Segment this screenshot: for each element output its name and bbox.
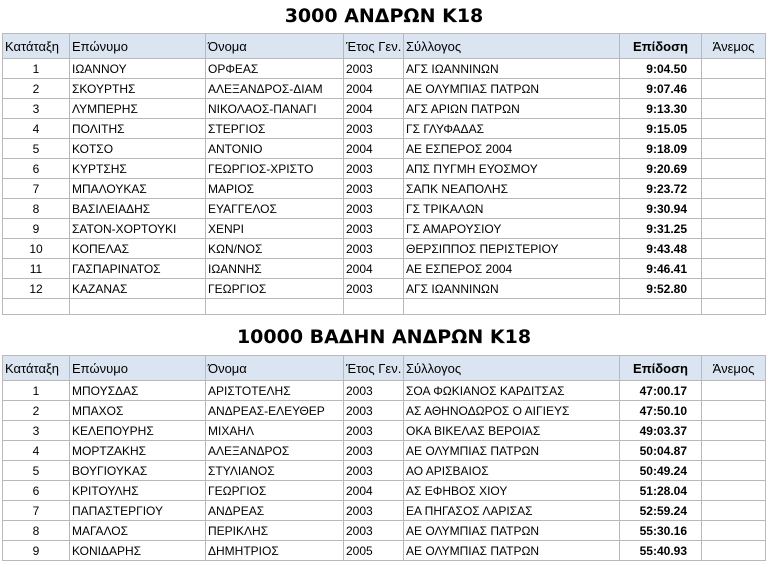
cell-wind <box>702 501 766 521</box>
table-row <box>3 199 766 219</box>
empty-cell <box>70 299 206 315</box>
cell-rank: 8 <box>3 521 70 541</box>
cell-surname: ΚΟΝΙΔΑΡΗΣ <box>70 541 206 561</box>
cell-wind <box>702 481 766 501</box>
cell-surname: ΣΑΤΟΝ-ΧΟΡΤΟΥΚΙ <box>70 219 206 239</box>
table-row <box>3 179 766 199</box>
cell-club: ΣΑΠΚ ΝΕΑΠΟΛΗΣ <box>404 179 620 199</box>
cell-performance: 51:28.04 <box>620 481 702 501</box>
cell-surname: ΚΡΙΤΟΥΛΗΣ <box>70 481 206 501</box>
cell-wind <box>702 541 766 561</box>
cell-birth-year: 2003 <box>344 179 404 199</box>
cell-club: ΑΕ ΟΛΥΜΠΙΑΣ ΠΑΤΡΩΝ <box>404 521 620 541</box>
results-table-10000m-walk <box>2 355 766 561</box>
cell-firstname: ΜΑΡΙΟΣ <box>206 179 344 199</box>
cell-birth-year: 2004 <box>344 259 404 279</box>
cell-rank: 6 <box>3 159 70 179</box>
cell-wind <box>702 219 766 239</box>
cell-surname: ΒΑΣΙΛΕΙΑΔΗΣ <box>70 199 206 219</box>
cell-rank: 2 <box>3 401 70 421</box>
cell-performance: 52:59.24 <box>620 501 702 521</box>
table-row <box>3 239 766 259</box>
cell-birth-year: 2003 <box>344 279 404 299</box>
cell-firstname: ΙΩΑΝΝΗΣ <box>206 259 344 279</box>
cell-club: ΑΠΣ ΠΥΓΜΗ ΕΥΟΣΜΟΥ <box>404 159 620 179</box>
cell-rank: 11 <box>3 259 70 279</box>
cell-surname: ΠΟΛΙΤΗΣ <box>70 119 206 139</box>
cell-performance: 9:23.72 <box>620 179 702 199</box>
cell-wind <box>702 421 766 441</box>
cell-rank: 9 <box>3 219 70 239</box>
cell-club: ΓΣ ΤΡΙΚΑΛΩΝ <box>404 199 620 219</box>
header-surname: Επώνυμο <box>70 34 206 59</box>
cell-birth-year: 2003 <box>344 381 404 401</box>
cell-surname: ΚΥΡΤΣΗΣ <box>70 159 206 179</box>
cell-wind <box>702 441 766 461</box>
empty-cell <box>620 299 702 315</box>
cell-firstname: ΑΛΕΞΑΝΔΡΟΣ <box>206 441 344 461</box>
cell-firstname: ΑΝΤΟΝΙΟ <box>206 139 344 159</box>
cell-surname: ΜΠΑΛΟΥΚΑΣ <box>70 179 206 199</box>
cell-firstname: ΚΩΝ/ΝΟΣ <box>206 239 344 259</box>
cell-firstname: ΕΥΑΓΓΕΛΟΣ <box>206 199 344 219</box>
cell-surname: ΠΑΠΑΣΤΕΡΓΙΟΥ <box>70 501 206 521</box>
empty-cell <box>404 299 620 315</box>
table-row <box>3 119 766 139</box>
empty-cell <box>206 299 344 315</box>
cell-performance: 49:03.37 <box>620 421 702 441</box>
table-row <box>3 421 766 441</box>
cell-birth-year: 2003 <box>344 401 404 421</box>
cell-club: ΑΣ ΑΘΗΝΟΔΩΡΟΣ Ο ΑΙΓΙΕΥΣ <box>404 401 620 421</box>
cell-birth-year: 2004 <box>344 139 404 159</box>
table-row <box>3 99 766 119</box>
cell-surname: ΚΟΠΕΛΑΣ <box>70 239 206 259</box>
cell-performance: 9:30.94 <box>620 199 702 219</box>
table-row <box>3 279 766 299</box>
header-performance: Επίδοση <box>620 34 702 59</box>
cell-birth-year: 2003 <box>344 219 404 239</box>
cell-club: ΑΓΣ ΑΡΙΩΝ ΠΑΤΡΩΝ <box>404 99 620 119</box>
cell-birth-year: 2003 <box>344 119 404 139</box>
cell-birth-year: 2003 <box>344 159 404 179</box>
cell-performance: 9:18.09 <box>620 139 702 159</box>
cell-firstname: ΣΤΕΡΓΙΟΣ <box>206 119 344 139</box>
header-firstname: Όνομα <box>206 34 344 59</box>
cell-firstname: ΣΤΥΛΙΑΝΟΣ <box>206 461 344 481</box>
cell-wind <box>702 259 766 279</box>
section-title-10000m-walk: 10000 ΒΑΔΗΝ ΑΝΔΡΩΝ Κ18 <box>236 326 532 348</box>
cell-birth-year: 2003 <box>344 441 404 461</box>
table-row <box>3 59 766 79</box>
cell-birth-year: 2004 <box>344 481 404 501</box>
cell-rank: 4 <box>3 441 70 461</box>
cell-club: ΓΣ ΓΛΥΦΑΔΑΣ <box>404 119 620 139</box>
header-row <box>3 34 766 59</box>
cell-birth-year: 2003 <box>344 521 404 541</box>
cell-performance: 9:46.41 <box>620 259 702 279</box>
cell-firstname: ΧΕΝΡΙ <box>206 219 344 239</box>
cell-performance: 9:43.48 <box>620 239 702 259</box>
cell-rank: 9 <box>3 541 70 561</box>
table-row <box>3 219 766 239</box>
cell-surname: ΚΕΛΕΠΟΥΡΗΣ <box>70 421 206 441</box>
cell-performance: 9:31.25 <box>620 219 702 239</box>
cell-performance: 50:49.24 <box>620 461 702 481</box>
empty-row <box>3 299 766 315</box>
cell-firstname: ΓΕΩΡΓΙΟΣ <box>206 481 344 501</box>
cell-club: ΑΕ ΕΣΠΕΡΟΣ 2004 <box>404 259 620 279</box>
cell-club: ΑΓΣ ΙΩΑΝΝΙΝΩΝ <box>404 59 620 79</box>
cell-firstname: ΑΡΙΣΤΟΤΕΛΗΣ <box>206 381 344 401</box>
cell-rank: 6 <box>3 481 70 501</box>
cell-rank: 7 <box>3 179 70 199</box>
cell-club: ΑΣ ΕΦΗΒΟΣ ΧΙΟΥ <box>404 481 620 501</box>
cell-performance: 9:52.80 <box>620 279 702 299</box>
cell-club: ΑΕ ΟΛΥΜΠΙΑΣ ΠΑΤΡΩΝ <box>404 79 620 99</box>
cell-surname: ΚΟΤΣΟ <box>70 139 206 159</box>
cell-performance: 55:40.93 <box>620 541 702 561</box>
cell-club: ΣΟΑ ΦΩΚΙΑΝΟΣ ΚΑΡΔΙΤΣΑΣ <box>404 381 620 401</box>
cell-rank: 12 <box>3 279 70 299</box>
cell-rank: 10 <box>3 239 70 259</box>
header-firstname: Όνομα <box>206 356 344 381</box>
cell-performance: 47:50.10 <box>620 401 702 421</box>
cell-performance: 9:15.05 <box>620 119 702 139</box>
cell-rank: 5 <box>3 461 70 481</box>
cell-birth-year: 2003 <box>344 199 404 219</box>
cell-rank: 2 <box>3 79 70 99</box>
cell-surname: ΓΑΣΠΑΡΙΝΑΤΟΣ <box>70 259 206 279</box>
header-row <box>3 356 766 381</box>
cell-wind <box>702 381 766 401</box>
cell-wind <box>702 521 766 541</box>
cell-firstname: ΔΗΜΗΤΡΙΟΣ <box>206 541 344 561</box>
cell-performance: 50:04.87 <box>620 441 702 461</box>
cell-surname: ΒΟΥΓΙΟΥΚΑΣ <box>70 461 206 481</box>
empty-cell <box>344 299 404 315</box>
table-row <box>3 401 766 421</box>
cell-firstname: ΟΡΦΕΑΣ <box>206 59 344 79</box>
cell-firstname: ΝΙΚΟΛΑΟΣ-ΠΑΝΑΓΙ <box>206 99 344 119</box>
header-club: Σύλλογος <box>404 356 620 381</box>
header-birth-year: Έτος Γεν. <box>344 34 404 59</box>
cell-surname: ΜΠΟΥΣΔΑΣ <box>70 381 206 401</box>
table-row <box>3 481 766 501</box>
cell-club: ΑΟ ΑΡΙΣΒΑΙΟΣ <box>404 461 620 481</box>
cell-firstname: ΜΙΧΑΗΛ <box>206 421 344 441</box>
cell-firstname: ΑΛΕΞΑΝΔΡΟΣ-ΔΙΑΜ <box>206 79 344 99</box>
cell-birth-year: 2003 <box>344 421 404 441</box>
cell-birth-year: 2003 <box>344 59 404 79</box>
cell-surname: ΜΟΡΤΖΑΚΗΣ <box>70 441 206 461</box>
cell-club: ΘΕΡΣΙΠΠΟΣ ΠΕΡΙΣΤΕΡΙΟΥ <box>404 239 620 259</box>
cell-birth-year: 2003 <box>344 239 404 259</box>
cell-rank: 1 <box>3 381 70 401</box>
cell-rank: 1 <box>3 59 70 79</box>
cell-firstname: ΑΝΔΡΕΑΣ-ΕΛΕΥΘΕΡ <box>206 401 344 421</box>
cell-club: ΟΚΑ ΒΙΚΕΛΑΣ ΒΕΡΟΙΑΣ <box>404 421 620 441</box>
results-table-3000m <box>2 33 766 315</box>
table-row <box>3 381 766 401</box>
header-birth-year: Έτος Γεν. <box>344 356 404 381</box>
cell-birth-year: 2003 <box>344 461 404 481</box>
header-wind: Άνεμος <box>702 356 766 381</box>
header-club: Σύλλογος <box>404 34 620 59</box>
table-row <box>3 159 766 179</box>
cell-wind <box>702 461 766 481</box>
cell-club: ΑΕ ΕΣΠΕΡΟΣ 2004 <box>404 139 620 159</box>
cell-surname: ΙΩΑΝΝΟΥ <box>70 59 206 79</box>
cell-wind <box>702 199 766 219</box>
cell-firstname: ΠΕΡΙΚΛΗΣ <box>206 521 344 541</box>
cell-rank: 8 <box>3 199 70 219</box>
cell-performance: 55:30.16 <box>620 521 702 541</box>
table-row <box>3 79 766 99</box>
cell-firstname: ΓΕΩΡΓΙΟΣ-ΧΡΙΣΤΟ <box>206 159 344 179</box>
cell-rank: 5 <box>3 139 70 159</box>
cell-wind <box>702 279 766 299</box>
cell-club: ΑΕ ΟΛΥΜΠΙΑΣ ΠΑΤΡΩΝ <box>404 441 620 461</box>
cell-wind <box>702 401 766 421</box>
cell-wind <box>702 139 766 159</box>
cell-performance: 9:13.30 <box>620 99 702 119</box>
table-row <box>3 139 766 159</box>
cell-birth-year: 2004 <box>344 79 404 99</box>
empty-cell <box>702 299 766 315</box>
cell-wind <box>702 79 766 99</box>
cell-rank: 7 <box>3 501 70 521</box>
cell-surname: ΜΑΓΑΛΟΣ <box>70 521 206 541</box>
cell-birth-year: 2005 <box>344 541 404 561</box>
cell-rank: 3 <box>3 99 70 119</box>
cell-rank: 3 <box>3 421 70 441</box>
header-rank: Κατάταξη <box>3 356 70 381</box>
cell-wind <box>702 179 766 199</box>
cell-birth-year: 2003 <box>344 501 404 521</box>
table-row <box>3 259 766 279</box>
cell-performance: 9:04.50 <box>620 59 702 79</box>
section-title-3000m: 3000 ΑΝΔΡΩΝ Κ18 <box>284 5 484 27</box>
header-surname: Επώνυμο <box>70 356 206 381</box>
header-wind: Άνεμος <box>702 34 766 59</box>
cell-surname: ΣΚΟΥΡΤΗΣ <box>70 79 206 99</box>
cell-performance: 47:00.17 <box>620 381 702 401</box>
header-performance: Επίδοση <box>620 356 702 381</box>
cell-wind <box>702 99 766 119</box>
cell-surname: ΛΥΜΠΕΡΗΣ <box>70 99 206 119</box>
table-row <box>3 461 766 481</box>
table-row <box>3 521 766 541</box>
cell-birth-year: 2004 <box>344 99 404 119</box>
cell-firstname: ΑΝΔΡΕΑΣ <box>206 501 344 521</box>
cell-club: ΑΕ ΟΛΥΜΠΙΑΣ ΠΑΤΡΩΝ <box>404 541 620 561</box>
cell-wind <box>702 119 766 139</box>
cell-surname: ΜΠΑΧΟΣ <box>70 401 206 421</box>
cell-wind <box>702 59 766 79</box>
cell-surname: ΚΑΖΑΝΑΣ <box>70 279 206 299</box>
table-row <box>3 501 766 521</box>
cell-club: ΕΑ ΠΗΓΑΣΟΣ ΛΑΡΙΣΑΣ <box>404 501 620 521</box>
cell-performance: 9:07.46 <box>620 79 702 99</box>
cell-wind <box>702 239 766 259</box>
table-row <box>3 541 766 561</box>
cell-performance: 9:20.69 <box>620 159 702 179</box>
cell-club: ΑΓΣ ΙΩΑΝΝΙΝΩΝ <box>404 279 620 299</box>
table-row <box>3 441 766 461</box>
cell-club: ΓΣ ΑΜΑΡΟΥΣΙΟΥ <box>404 219 620 239</box>
cell-firstname: ΓΕΩΡΓΙΟΣ <box>206 279 344 299</box>
cell-wind <box>702 159 766 179</box>
empty-cell <box>3 299 70 315</box>
cell-rank: 4 <box>3 119 70 139</box>
header-rank: Κατάταξη <box>3 34 70 59</box>
